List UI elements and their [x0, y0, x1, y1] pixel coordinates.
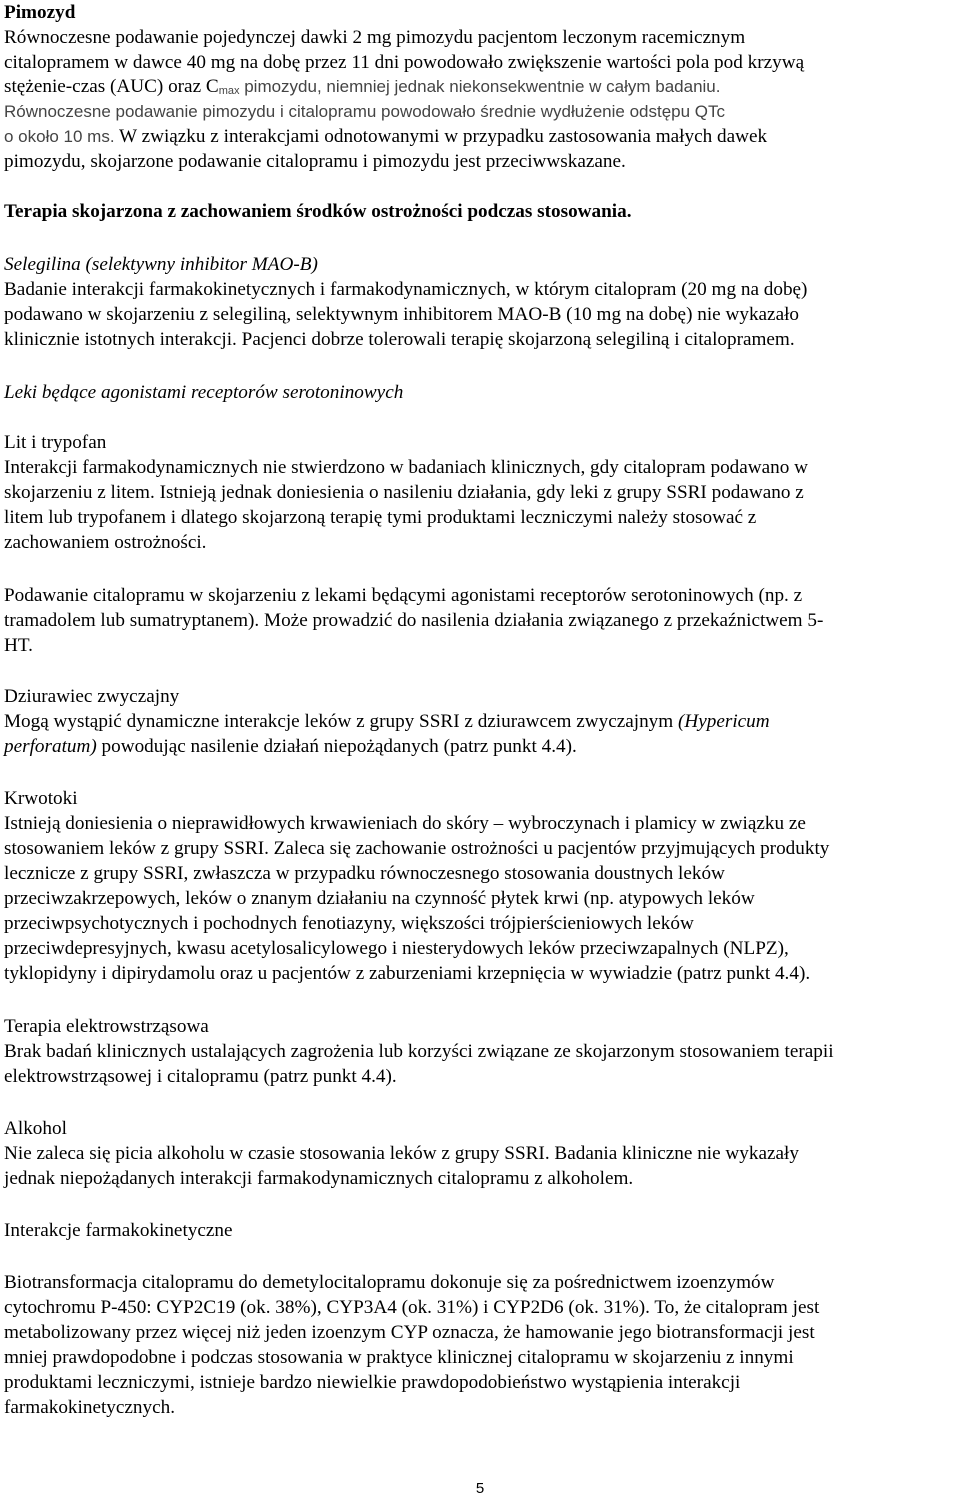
paragraph-line: Nie zaleca się picia alkoholu w czasie stosowania leków z grupy SSRI. Badania kliniczne nie wykazały	[4, 1143, 799, 1164]
paragraph-line: podawano w skojarzeniu z selegiliną, selektywnym inhibitorem MAO-B (10 mg na dobę) nie wykazało	[4, 304, 800, 325]
paragraph-line	[4, 709, 770, 735]
paragraph-line: klinicznie istotnych interakcji. Pacjenci dobrze tolerowali terapię skojarzoną selegiliną i citalopramem.	[4, 329, 795, 350]
paragraph-line: citalopramem w dawce 40 mg na dobę przez 11 dni powodowało zwiększenie wartości pola pod krzywą	[4, 52, 805, 73]
text-span: Mogą wystąpić dynamiczne interakcje leków z grupy SSRI z dziurawcem zwyczajnym	[4, 711, 678, 732]
section-heading-dziurawiec: Dziurawiec zwyczajny	[4, 686, 180, 707]
italic-text: (Hypericum	[678, 711, 770, 732]
paragraph-line: Podawanie citalopramu w skojarzeniu z lekami będącymi agonistami receptorów serotoninowych (np. z	[4, 585, 803, 606]
paragraph-line: Równoczesne podawanie pojedynczej dawki 2 mg pimozydu pacjentom leczonym racemicznym	[4, 27, 746, 48]
italic-text: perforatum)	[4, 736, 97, 757]
text-span: W związku z interakcjami odnotowanymi w przypadku zastosowania małych dawek	[114, 126, 768, 147]
section-heading-alkohol: Alkohol	[4, 1118, 67, 1139]
paragraph-line: zachowaniem ostrożności.	[4, 532, 207, 553]
paragraph-line: Brak badań klinicznych ustalających zagrożenia lub korzyści związane ze skojarzonym stosowaniem terapii	[4, 1041, 834, 1062]
paragraph-line: przeciwzakrzepowych, leków o znanym działaniu na czynność płytek krwi (np. atypowych leków	[4, 888, 755, 909]
paragraph-line: przeciwdepresyjnych, kwasu acetylosalicylowego i niesterydowych leków przeciwzapalnych (NLPZ),	[4, 938, 789, 959]
paragraph-line: produktami leczniczymi, istnieje bardzo niewielkie prawdopodobieństwo wystąpienia interakcji	[4, 1372, 741, 1393]
paragraph-line	[4, 124, 767, 150]
paragraph-line: tramadolem lub sumatryptanem). Może prowadzić do nasilenia działania związanego z przekaźnictwem 5-	[4, 610, 824, 631]
text-span: stężenie-czas (AUC) oraz C	[4, 76, 219, 97]
paragraph-line: cytochromu P-450: CYP2C19 (ok. 38%), CYP3A4 (ok. 31%) i CYP2D6 (ok. 31%). To, że citalopram jest	[4, 1297, 820, 1318]
paragraph-line: przeciwpsychotycznych i pochodnych fenotiazyny, większości trójpierścieniowych leków	[4, 913, 694, 934]
text-span: powodując nasilenie działań niepożądanych (patrz punkt 4.4).	[96, 736, 577, 757]
paragraph-line: elektrowstrząsowej i citalopramu (patrz punkt 4.4).	[4, 1066, 397, 1087]
section-heading-lit: Lit i trypofan	[4, 432, 107, 453]
section-heading-pk: Interakcje farmakokinetyczne	[4, 1220, 233, 1241]
paragraph-line: mniej prawdopodobne i podczas stosowania w praktyce klinicznej citalopramu w skojarzeniu z innymi	[4, 1347, 794, 1368]
paragraph-line: farmakokinetycznych.	[4, 1397, 176, 1418]
paragraph-line: Badanie interakcji farmakokinetycznych i farmakodynamicznych, w którym citalopram (20 mg na dobę)	[4, 279, 808, 300]
paragraph-line: Istnieją doniesienia o nieprawidłowych krwawieniach do skóry – wybroczynach i plamicy w związku ze	[4, 813, 806, 834]
page-number: 5	[475, 1480, 485, 1497]
section-heading-krwotoki: Krwotoki	[4, 788, 78, 809]
paragraph-line	[4, 74, 720, 100]
paragraph-line: metabolizowany przez więcej niż jeden izoenzym CYP oznacza, że hamowanie jego biotransformacji jest	[4, 1322, 815, 1343]
bold-note: Terapia skojarzona z zachowaniem środków ostrożności podczas stosowania.	[4, 201, 632, 222]
paragraph-line: lecznicze z grupy SSRI, zwłaszcza w przypadku równoczesnego stosowania doustnych leków	[4, 863, 725, 884]
paragraph-line: tyklopidyny i dipirydamolu oraz u pacjentów z zaburzeniami krzepnięcia w wywiadzie (patrz punkt 4.4).	[4, 963, 811, 984]
paragraph-line: jednak niepożądanych interakcji farmakodynamicznych citalopramu z alkoholem.	[4, 1168, 634, 1189]
paragraph-line: HT.	[4, 635, 33, 656]
paragraph-line: stosowaniem leków z grupy SSRI. Zaleca się zachowanie ostrożności u pacjentów przyjmujących produkty	[4, 838, 830, 859]
paragraph-line: Biotransformacja citalopramu do demetylocitalopramu dokonuje się za pośrednictwem izoenzymów	[4, 1272, 775, 1293]
section-heading-pimozyd: Pimozyd	[4, 2, 76, 23]
paragraph-line: litem lub trypofanem i dlatego skojarzoną terapię tymi produktami leczniczymi należy stosować z	[4, 507, 757, 528]
section-heading-agonists: Leki będące agonistami receptorów serotoninowych	[4, 382, 404, 403]
paragraph-line: pimozydu, skojarzone podawanie citalopramu i pimozydu jest przeciwwskazane.	[4, 151, 626, 172]
subscript-text: max	[218, 85, 240, 97]
text-span: o około 10 ms.	[4, 127, 115, 146]
paragraph-line	[4, 734, 577, 760]
text-span: pimozydu, niemniej jednak niekonsekwentnie w całym badaniu.	[239, 77, 721, 96]
paragraph-line: Równoczesne podawanie pimozydu i citalopramu powodowało średnie wydłużenie odstępu QTc	[4, 102, 726, 121]
paragraph-line: Interakcji farmakodynamicznych nie stwierdzono w badaniach klinicznych, gdy citalopram podawano w	[4, 457, 808, 478]
paragraph-line: skojarzeniu z litem. Istnieją jednak doniesienia o nasileniu działania, gdy leki z grupy SSRI podawano z	[4, 482, 804, 503]
section-heading-elektro: Terapia elektrowstrząsowa	[4, 1016, 209, 1037]
section-heading-selegilina: Selegilina (selektywny inhibitor MAO-B)	[4, 254, 318, 275]
